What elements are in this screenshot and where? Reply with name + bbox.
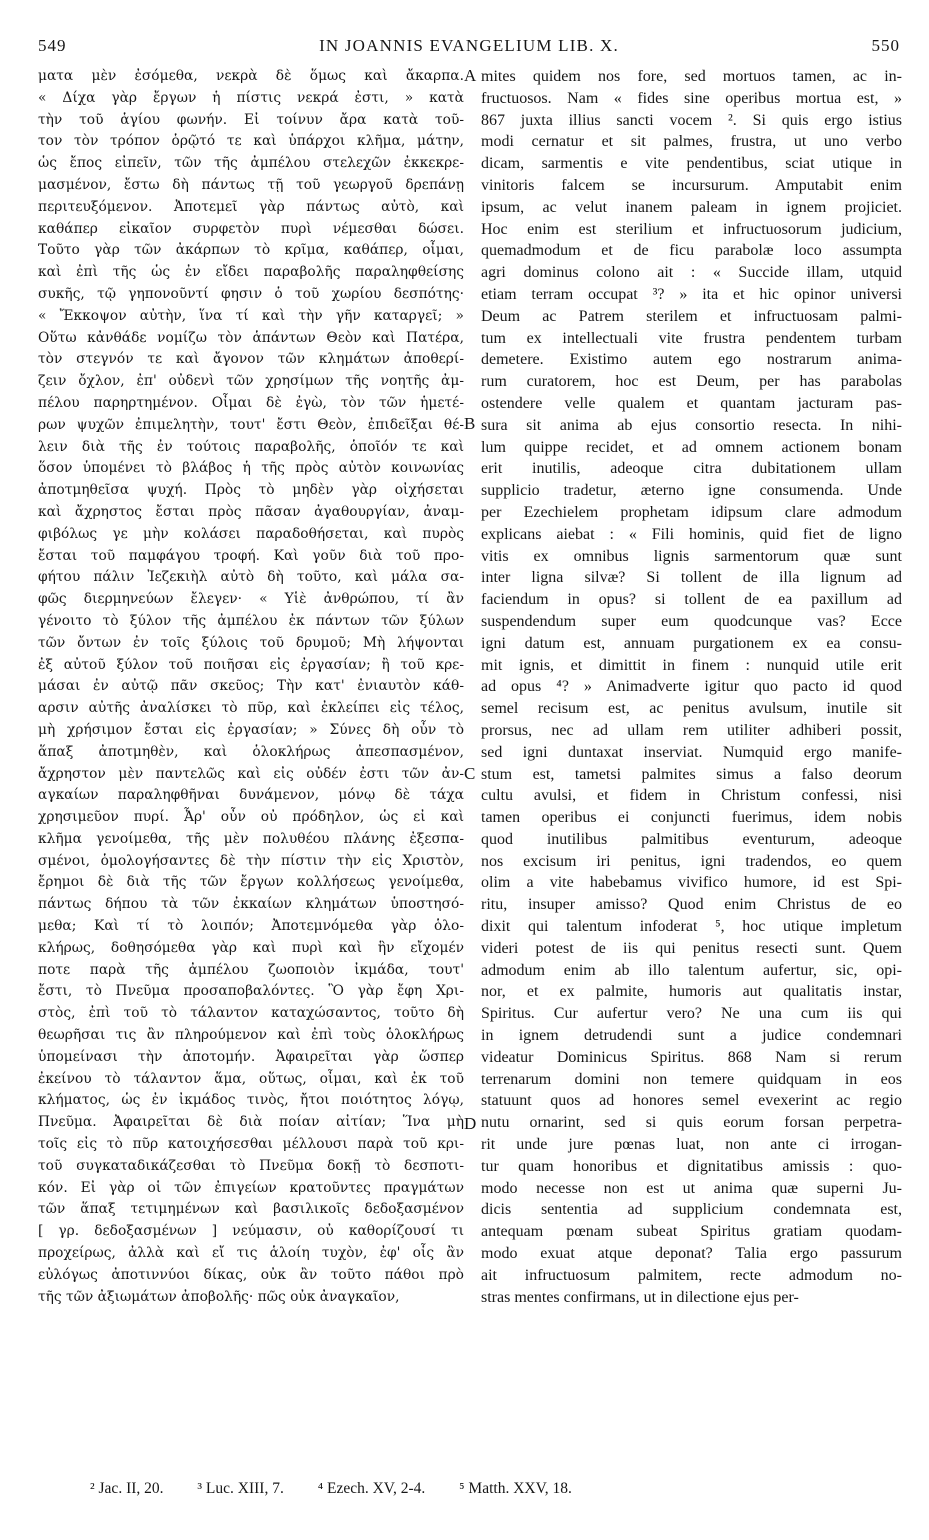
greek-text-line: γένοιτο τὸ ξύλον τῆς ἀμπέλου ἐκ πάντων τῶν ξύλων [38, 612, 464, 629]
footnote: ⁴ Ezech. XV, 2-4. [317, 1480, 426, 1497]
latin-text-line: nor, et ex palmite, humoris aut qualitatis instar, [481, 983, 902, 1001]
greek-text-line: φήτου πάλιν Ἰεζεκιὴλ αὐτὸ δὴ τοῦτο, καὶ μάλα σα- [38, 569, 464, 586]
latin-text-line: mit ignis, et dimittit in finem : nunquid utile erit [481, 656, 902, 674]
latin-text-line: rit unde jure pœnas luat, non ante ci irrogan- [481, 1136, 902, 1154]
latin-text-line: sura sit anima ab ejus consortio resecta. In nihi- [481, 416, 902, 434]
latin-column [481, 66, 902, 1308]
latin-text-line: stras mentes confirmans, ut in dilectione ejus per- [481, 1288, 799, 1306]
latin-text-line: terrenarum domini non temere quidquam in eos [481, 1070, 902, 1088]
latin-text-line: etiam terram occupat ³? » ita et hic opinor universi [481, 285, 902, 303]
greek-text-line: τοῖς εἰς τὸ πῦρ κατοιχήσεσθαι μέλλουσι παρὰ τοῦ κρι- [38, 1136, 464, 1153]
greek-text-line: θεωρῆσαι τις ἂν πληρούμενον καὶ ἐπὶ τοὺς ὁλοκλήρως [38, 1027, 464, 1044]
greek-text-line: μάσαι ἐν αὐτῷ πᾶν σκεῦος; Τὴν κατ' ἐνιαυτὸν κάθ- [38, 678, 464, 695]
greek-text-line: τὴν τοῦ ἁγίου φωνήν. Εἰ τοίνυν ἄρα κατὰ τοῦ- [38, 111, 464, 128]
greek-text-line: ἔστι, τὸ Πνεῦμα προσαποβαλόντες. Ὃ γὰρ ἔφη Χρι- [38, 983, 464, 1000]
greek-text-line: ποτε παρὰ τῆς ἀμπέλου ζωοποιὸν ἰκμάδα, τουτ' [38, 961, 464, 978]
greek-text-line: Τοῦτο γὰρ τῶν ἀκάρπων τὸ κρῖμα, καθάπερ, οἶμαι, [38, 242, 464, 259]
latin-text-line: agri dominus colono ait : « Succide illam, utquid [481, 264, 902, 282]
greek-text-line: μὴ χρήσιμον ἔσται εἰς ἐργασίαν; » Σύνες δὴ οὖν τὸ [38, 721, 464, 738]
greek-text-line: τον τὸν τρόπον ὁρῷτό τε καὶ ὑπάρχοι κλῆμα, μάτην, [38, 133, 464, 150]
latin-text-line: nutu ornarint, sed si quis eorum forsan perpetra- [481, 1114, 902, 1132]
latin-text-line: nos excisum iri penitus, igni tradendos, eo quem [481, 852, 902, 870]
greek-text-line: μασμένον, ἔστω δὴ πάντως τῇ τοῦ γεωργοῦ δρεπάνῃ [38, 176, 464, 193]
latin-text-line: supplicio tradetur, æterno igne consumenda. Unde [481, 482, 902, 500]
greek-text-line: πάντως δήπου τὰ τῶν ἐκκαίων κλημάτων ὑποστησό- [38, 896, 464, 913]
latin-text-line: mites quidem nos fore, sed mortuos tamen, ac in- [481, 68, 902, 85]
greek-text-line: στὸς, ἐπὶ τοῦ τὸ τάλαντον καταχώσαντος, τοῦτο δὴ [38, 1005, 464, 1022]
latin-text-line: tamen operibus ei conjuncti fuerimus, idem nobis [481, 809, 902, 827]
latin-text-line: vitis ex omnibus lignis sarmentorum quæ sunt [481, 547, 902, 565]
latin-text-line: stum est, tametsi palmites simus a falso deorum [481, 765, 902, 783]
greek-text-line: ἀποτμηθεῖσα ψυχή. Πρὸς τὸ μηδὲν γὰρ οἰχήσεται [38, 482, 464, 499]
latin-text-line: per Ezechielem prophetam idipsum clare admodum [481, 503, 902, 521]
latin-text-line: ritu, insuper amisso? Quod enim Christus de eo [481, 896, 902, 914]
greek-text-line: τῆς τῶν ἀξιωμάτων ἀποβολῆς· πῶς οὐκ ἀναγκαῖον, [38, 1288, 400, 1305]
latin-text-line: dicam, sarmentis e vite pendentibus, sciat utique in [481, 155, 902, 173]
greek-text-line: σμένοι, ὁμολογήσαντες δὲ τὴν πίστιν τὴν εἰς Χριστὸν, [38, 852, 464, 869]
greek-text-line: πέλου παρηρτημένον. Οἶμαι δὲ ἐγὼ, τὸν τῶν ἡμετέ- [38, 394, 464, 411]
greek-text-line: Πνεῦμα. Ἀφαιρεῖται δὲ διὰ ποίαν αἰτίαν; Ἵνα μὴ [38, 1114, 464, 1131]
latin-text-line: admodum enim ab illo talentum aufertur, sic, opi- [481, 961, 902, 979]
running-head [38, 36, 900, 62]
latin-text-line: modi cernatur et sit palmes, frustra, ut uno verbo [481, 133, 902, 151]
greek-text-line: εὐλόγως ἀποτιννύοι δίκας, οὐκ ἂν τοῦτο πάθοι πρὸ [38, 1266, 464, 1283]
latin-text-line: ipsum, ac velut inanem paleam in ignem projiciet. [481, 198, 902, 216]
latin-text-line: 867 juxta illius sancti vocem ². Si quis ergo istius [481, 111, 902, 129]
greek-text-line: περιτευξόμενον. Ἀποτεμεῖ γὰρ πάντως αὐτὸ, καὶ [38, 198, 464, 215]
greek-text-line: ρων ψυχῶν ἐπιμελητὴν, τουτ' ἔστι Θεὸν, ἐπιδεῖξαι θέ- [38, 416, 464, 433]
latin-text-line: prorsus, nec ad ullam rem utiliter adhiberi possit, [481, 721, 902, 739]
latin-text-line: ait infructuosum palmitem, recte admodum no- [481, 1266, 902, 1284]
greek-text-line: καὶ ἄχρηστος ἔσται πρὸς πᾶσαν ἀγαθουργίαν, ἀναμ- [38, 503, 464, 520]
latin-text-line: sed igni duntaxat inserviat. Numquid ergo manife- [481, 743, 902, 761]
footnote: ⁵ Matth. XXV, 18. [459, 1480, 572, 1497]
footnotes [90, 1480, 790, 1498]
latin-text-line: erit inutilis, adeoque citra dubitationem ullam [481, 460, 902, 478]
greek-text-line: ἔσται τοῦ παμφάγου τροφή. Καὶ γοῦν διὰ τοῦ προ- [38, 547, 464, 564]
latin-text-line: semel recisum est, ac penitus avulsum, inutile sit [481, 700, 902, 718]
greek-text-line: κλήρως, δοθησόμεθα γὰρ καὶ πυρὶ καὶ ἣν εἴχομέν [38, 939, 464, 956]
margin-letter-c: C [464, 764, 476, 783]
greek-text-line: καὶ ἐπὶ τῆς ὡς ἐν εἴδει παραβολῆς παραληφθείσης [38, 264, 464, 281]
greek-text-line: ἄχρηστον μὲν παντελῶς καὶ εἰς οὐδέν ἐστι τῶν ἀν- [38, 765, 464, 782]
latin-text-line: quemadmodum et de ficu parabolæ loco assumpta [481, 242, 902, 260]
greek-text-line: Οὕτω κἀνθάδε νομίζω τὸν ἁπάντων Θεὸν καὶ Πατέρα, [38, 329, 464, 346]
latin-text-line: statuunt quos ad honores semel evexerint ac regio [481, 1092, 902, 1110]
greek-text-line: κλήματος, ὡς ἐν ἰκμάδος τινὸς, ἤτοι ποιότητος λόγῳ, [38, 1092, 464, 1109]
greek-text-line: αγκαίων παραληφθῆναι δυνάμενον, μόνῳ δὲ τάχα [38, 787, 464, 804]
greek-text-line: ἔρημοι δὲ διὰ τῆς τῶν ἔργων κολλήσεως γενοίμεθα, [38, 874, 464, 891]
latin-text-line: Hoc enim est sterilium et infructuosorum judicium, [481, 220, 902, 238]
latin-text-line: videri potest de iis qui penitus resecti sunt. Quem [481, 939, 902, 957]
running-title: IN JOANNIS EVANGELIUM LIB. X. [319, 36, 619, 55]
greek-text-line: φιβόλως γε μὴν κολάσει παραδοθήσεται, καὶ πυρὸς [38, 525, 464, 542]
latin-text-line: ad opus ⁴? » Animadverte igitur quo pacto id quod [481, 678, 902, 696]
greek-text-line: ἅπαξ ἀποτμηθὲν, καὶ ὁλοκλήρως ἀπεσπασμένον, [38, 743, 464, 760]
greek-text-line: κλῆμα γενοίμεθα, τῆς μὲν πολυθέου πλάνης ἐξεσπα- [38, 830, 464, 847]
greek-text-line: τῶν ἅπαξ τετιμημένων καὶ βασιλικοῖς δεδοξασμένον [38, 1201, 464, 1218]
greek-text-line: τὸν στεγνόν τε καὶ ἄγονον τῶν κλημάτων ἀποθερί- [38, 351, 464, 368]
greek-text-line: λειν διὰ τῆς ἐν τούτοις παραβολῆς, ὁποῖόν τε καὶ [38, 438, 464, 455]
latin-text-line: Deum ac Patrem sterilem et infructuosam palmi- [481, 307, 902, 325]
latin-text-line: tum ex intellectuali vite frustra pendentem turbam [481, 329, 902, 347]
latin-text-line: cultu avulsi, et fidem in Christum confessi, nisi [481, 787, 902, 805]
latin-text-line: Spiritus. Cur aufertur vero? Ne una cum iis qui [481, 1005, 902, 1023]
greek-text-line: χρησιμεῦον πυρί. Ἆρ' οὖν οὐ πρόδηλον, ὡς εἰ καὶ [38, 809, 464, 826]
greek-text-line: ἐξ αὐτοῦ ξύλον τοῦ ποιῆσαι εἰς ἐργασίαν; ἢ τοῦ κρε- [38, 656, 464, 673]
footnote: ³ Luc. XIII, 7. [197, 1480, 284, 1497]
latin-text-line: inter ligna silvæ? Si tollent de illa lignum ad [481, 569, 902, 587]
latin-text-line: modo necesse non est ut anima quæ superni Ju- [481, 1179, 902, 1197]
greek-text-line: ματα μὲν ἐσόμεθα, νεκρὰ δὲ ὅμως καὶ ἄκαρπα. [38, 68, 464, 84]
footnote: ² Jac. II, 20. [90, 1480, 164, 1497]
latin-text-line: dicis sententia ad supplicium condemnata est, [481, 1201, 902, 1219]
greek-column [38, 66, 464, 1308]
page-number-left: 549 [38, 36, 67, 55]
latin-text-line: modo exuat atque deponat? Talia ergo passurum [481, 1245, 902, 1263]
latin-text-line: in ignem detrudendi sunt a judice condemnari [481, 1027, 902, 1045]
latin-text-line: quod inutilibus palmitibus eventurum, adeoque [481, 830, 902, 848]
latin-text-line: dixit qui talentum infoderat ⁵, hoc utique impletum [481, 918, 902, 936]
margin-letter-d: D [464, 1114, 477, 1133]
latin-text-line: ostendere velle qualem et quantam jacturam pas- [481, 394, 902, 412]
latin-text-line: faciendum in opus? si tollent de ea paxillum ad [481, 591, 902, 609]
latin-text-line: antequam pœnam subeat Spiritus gratiam quodam- [481, 1223, 902, 1241]
greek-text-line: ὅσον ὑπομένει τὸ βλάβος ἡ τῆς πρὸς αὐτὸν κοινωνίας [38, 460, 464, 477]
greek-text-line: « Δίχα γὰρ ἔργων ἡ πίστις νεκρά ἐστι, » κατὰ [38, 89, 464, 106]
greek-text-line: ἐκείνου τὸ τάλαντον ἅμα, οὕτως, οἶμαι, καὶ ἐκ τοῦ [38, 1070, 464, 1087]
greek-text-line: προχείρως, ἀλλὰ καὶ εἴ τις ἁλοίη τυχὸν, ἐφ' οἷς ἂν [38, 1245, 464, 1262]
greek-text-line: τῶν ὄντων ἐν τοῖς ξύλοις τοῦ δρυμοῦ; Μὴ λήψονται [38, 634, 464, 651]
greek-text-line: ὡς ἔπος εἰπεῖν, τῶν τῆς ἀμπέλου στελεχῶν ἐκκεκρε- [38, 155, 464, 172]
latin-text-line: demetere. Existimo autem ego nostrarum anima- [481, 351, 902, 369]
page-number-right: 550 [871, 36, 900, 55]
greek-text-line: συκῆς, τῷ γηπονοῦντί φησιν ὁ τοῦ χωρίου δεσπότης· [38, 285, 464, 302]
latin-text-line: explicans aiebat : « Fili hominis, quid fiet de ligno [481, 525, 902, 543]
latin-text-line: rum curatorem, hoc est Deum, per has parabolas [481, 373, 902, 391]
latin-text-line: tur quam honoribus et dignitatibus amissis : quo- [481, 1157, 902, 1175]
margin-letter-a: A [464, 66, 477, 85]
greek-text-line: « Ἔκκοψον αὐτὴν, ἵνα τί καὶ τὴν γῆν καταργεῖ; » [38, 307, 464, 324]
margin-letter-b: B [464, 414, 476, 433]
greek-text-line: ὑπομείνασι τὴν ἀποτομήν. Ἀφαιρεῖται γὰρ ὥσπερ [38, 1048, 464, 1065]
latin-text-line: lum quippe recidet, et ad omnem actionem bonam [481, 438, 902, 456]
latin-text-line: fructuosos. Nam « fides sine operibus mortua est, » [481, 89, 902, 107]
latin-text-line: suspendendum super eum quodcunque vas? Ecce [481, 612, 902, 630]
greek-text-line: καθάπερ εἰκαῖον συρφετὸν πυρὶ νέμεσθαι δώσει. [38, 220, 464, 237]
greek-text-line: μεθα; Καὶ τί τὸ λοιπόν; Ἀποτεμνόμεθα γὰρ ὁλο- [38, 918, 464, 935]
latin-text-line: olim a vite habebamus vivifico humore, id est Spi- [481, 874, 902, 892]
greek-text-line: φῶς διερμηνεύων ἔλεγεν· « Υἱὲ ἀνθρώπου, τί ἂν [38, 591, 464, 608]
latin-text-line: igni datum est, annuam purgationem ex ea consu- [481, 634, 902, 652]
greek-text-line: [ γρ. δεδοξασμένων ] νεύμασιν, οὐ καθορίζουσί τι [38, 1223, 464, 1240]
latin-text-line: videatur Dominicus Spiritus. 868 Nam si rerum [481, 1048, 902, 1066]
latin-text-line: vinitoris falcem se incursurum. Amputabit enim [481, 176, 902, 194]
greek-text-line: κόν. Εἰ γὰρ οἱ τῶν ἐπιγείων κρατοῦντες πραγμάτων [38, 1179, 464, 1196]
greek-text-line: αρσιν αὐτῆς ἀναλίσκει τὸ πῦρ, καὶ ἐκλείπει εἰς τέλος, [38, 700, 464, 717]
greek-text-line: τοῦ συγκαταδικάζεσθαι τὸ Πνεῦμα δοκῇ τὸ δεσποτι- [38, 1157, 464, 1174]
greek-text-line: ζειν ὄχλον, ἐπ' οὐδενὶ τῶν χρησίμων τῆς νοητῆς ἀμ- [38, 373, 464, 390]
